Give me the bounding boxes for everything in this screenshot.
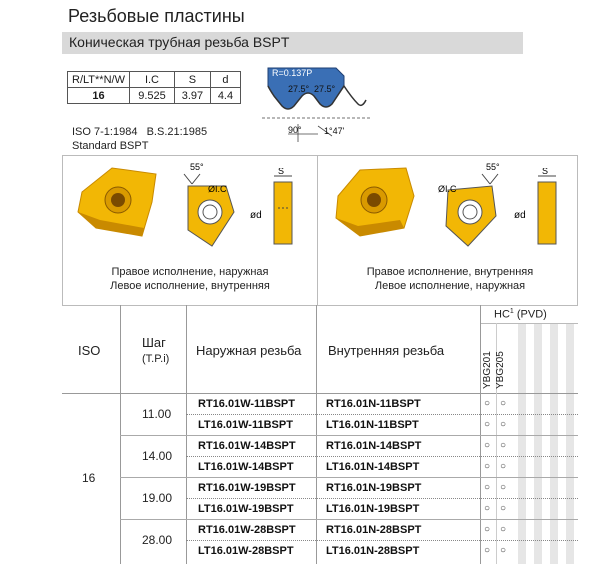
standards-note <box>72 125 207 153</box>
hc-label: HC <box>494 308 510 321</box>
grade1-availability-mark: ○ <box>484 398 491 409</box>
left-s-label: S <box>278 168 285 176</box>
grade-ybg205: YBG205 <box>495 351 506 389</box>
page-title: Резьбовые пластины <box>68 6 245 26</box>
product-table <box>62 305 578 564</box>
iso-value: 16 <box>82 471 96 485</box>
right-caption-1: Правое исполнение, внутренняя <box>366 266 534 278</box>
left-caption-2: Левое исполнение, внутренняя <box>110 280 270 292</box>
grade2-availability-mark: ○ <box>500 545 507 556</box>
standards-line-1: ISO 7-1:1984 B.S.21:1985 <box>72 126 208 138</box>
thread-profile-diagram <box>262 64 372 144</box>
grade2-availability-mark: ○ <box>500 482 507 493</box>
hc-pvd: (PVD) <box>513 308 547 321</box>
internal-part-number: LT16.01N-11BSPT <box>326 419 419 431</box>
grade2-availability-mark: ○ <box>500 503 507 514</box>
col-header-pitch: Шаг <box>142 335 166 350</box>
spec-table <box>67 71 241 104</box>
taper-label: 1°47' <box>324 126 345 136</box>
right-caption-2: Левое исполнение, наружная <box>374 280 526 292</box>
section-header <box>62 32 523 54</box>
grade-ybg201: YBG201 <box>482 351 493 389</box>
internal-part-number: LT16.01N-14BSPT <box>326 461 420 473</box>
spec-value-s: 3.97 <box>174 88 210 104</box>
left-d-label: ød <box>250 210 262 221</box>
external-part-number: RT16.01W-14BSPT <box>198 440 296 452</box>
grade1-availability-mark: ○ <box>484 419 491 430</box>
left-caption-1: Правое исполнение, наружная <box>111 266 269 278</box>
left-insert-caption <box>70 265 310 293</box>
internal-part-number: LT16.01N-19BSPT <box>326 503 420 515</box>
row-divider <box>120 519 578 520</box>
grade1-availability-mark: ○ <box>484 545 491 556</box>
base-angle-label: 90° <box>288 125 302 135</box>
grade2-availability-mark: ○ <box>500 524 507 535</box>
internal-part-number: RT16.01N-28BSPT <box>326 524 422 536</box>
insert-side-right-icon <box>510 168 570 254</box>
internal-part-number: RT16.01N-11BSPT <box>326 398 421 410</box>
grade1-availability-mark: ○ <box>484 440 491 451</box>
right-insert-caption <box>330 265 570 293</box>
external-part-number: RT16.01W-11BSPT <box>198 398 295 410</box>
insert-photo-right-icon <box>330 162 420 242</box>
left-ic-label: ØI.C <box>208 184 227 194</box>
insert-photo-left-icon <box>72 162 162 242</box>
spec-header-code: R/LT**N/W <box>68 72 130 88</box>
standards-line-2: Standard BSPT <box>72 140 149 152</box>
section-title: Коническая трубная резьба BSPT <box>69 34 290 50</box>
spec-value-code: 16 <box>68 88 130 104</box>
row-divider <box>120 477 578 478</box>
radius-label: R=0.137P <box>272 68 313 78</box>
right-s-label: S <box>542 168 549 176</box>
col-header-internal: Внутренняя резьба <box>328 343 445 358</box>
row-divider <box>186 498 578 499</box>
insert-drawing-right-icon <box>438 160 504 250</box>
internal-part-number: RT16.01N-14BSPT <box>326 440 422 452</box>
external-part-number: RT16.01W-28BSPT <box>198 524 296 536</box>
insert-side-left-icon <box>244 168 310 254</box>
hc-superscript: 1 <box>509 308 514 315</box>
right-ic-label: ØI.C <box>438 184 457 194</box>
internal-part-number: LT16.01N-28BSPT <box>326 545 420 557</box>
external-part-number: LT16.01W-28BSPT <box>198 545 294 557</box>
grade1-availability-mark: ○ <box>484 524 491 535</box>
angle-label-1: 27.5° <box>288 84 310 94</box>
col-header-hc <box>494 308 547 321</box>
spec-value-d: 4.4 <box>210 88 240 104</box>
grade1-availability-mark: ○ <box>484 461 491 472</box>
col-header-external: Наружная резьба <box>196 343 302 358</box>
right-d-label: ød <box>514 210 526 221</box>
row-divider <box>120 435 578 436</box>
grade2-availability-mark: ○ <box>500 440 507 451</box>
external-part-number: LT16.01W-19BSPT <box>198 503 294 515</box>
grade1-availability-mark: ○ <box>484 503 491 514</box>
insert-drawing-left-icon <box>178 160 238 250</box>
internal-part-number: RT16.01N-19BSPT <box>326 482 422 494</box>
grade2-availability-mark: ○ <box>500 461 507 472</box>
col-header-iso: ISO <box>78 343 101 358</box>
angle-label-2: 27.5° <box>314 84 336 94</box>
spec-value-ic: 9.525 <box>129 88 174 104</box>
spec-header-ic: I.C <box>129 72 174 88</box>
row-divider <box>186 540 578 541</box>
left-angle-label: 55° <box>190 162 204 172</box>
spec-header-d: d <box>210 72 240 88</box>
pitch-value: 14.00 <box>142 449 173 463</box>
external-part-number: LT16.01W-14BSPT <box>198 461 294 473</box>
pitch-value: 28.00 <box>142 533 173 547</box>
grade2-availability-mark: ○ <box>500 419 507 430</box>
col-header-pitch-sub: (T.P.i) <box>142 353 170 365</box>
grade1-availability-mark: ○ <box>484 482 491 493</box>
external-part-number: LT16.01W-11BSPT <box>198 419 293 431</box>
right-angle-label: 55° <box>486 162 500 172</box>
pitch-value: 19.00 <box>142 491 173 505</box>
spec-header-s: S <box>174 72 210 88</box>
pitch-value: 11.00 <box>142 407 172 421</box>
external-part-number: RT16.01W-19BSPT <box>198 482 296 494</box>
row-divider <box>186 414 578 415</box>
row-divider <box>186 456 578 457</box>
grade2-availability-mark: ○ <box>500 398 507 409</box>
